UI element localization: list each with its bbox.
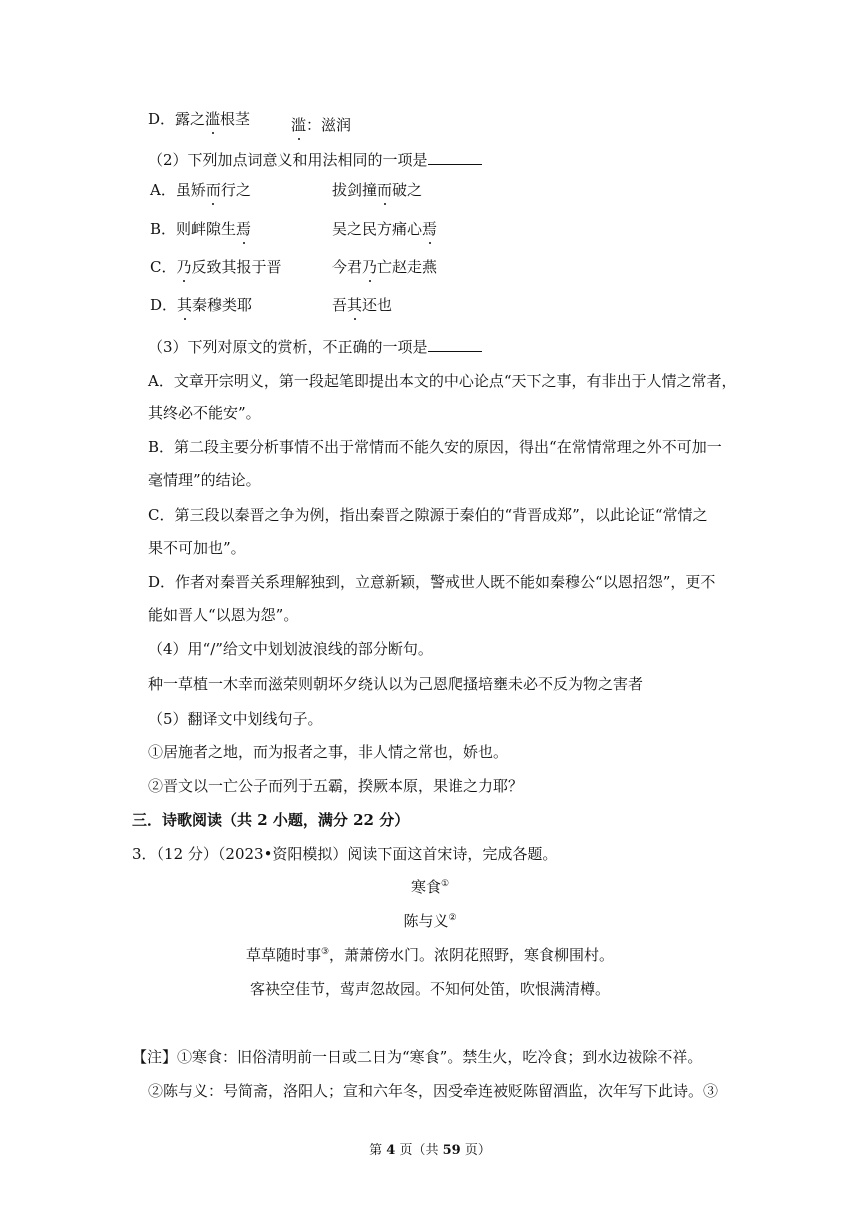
poem-author: 陈与义② bbox=[403, 912, 457, 930]
dotted-char: 滥 bbox=[205, 110, 221, 128]
answer-blank bbox=[428, 150, 482, 165]
footnote-mark: ① bbox=[440, 879, 450, 889]
q1-option-d bbox=[148, 109, 250, 129]
section-heading: 三．诗歌阅读（共 2 小题，满分 22 分） bbox=[132, 811, 410, 829]
page-number: 4 bbox=[386, 1143, 396, 1158]
question-3-stem: 3．（12 分）（2023•资阳模拟）阅读下面这首宋诗，完成各题。 bbox=[132, 845, 558, 863]
q5-stem: （5）翻译文中划线句子。 bbox=[148, 710, 323, 728]
note-2: ②陈与义：号简斋，洛阳人；宣和六年冬，因受牵连被贬陈留酒监，次年写下此诗。③ bbox=[148, 1082, 719, 1100]
q3-line: C．第三段以秦晋之争为例，指出秦晋之隙源于秦伯的“背晋成郑”，以此论证“常情之 bbox=[148, 506, 708, 524]
dotted-char: 乃 bbox=[362, 258, 378, 276]
q4-stem: （4）用“/”给文中划划波浪线的部分断句。 bbox=[148, 640, 433, 658]
q5-sentence-2: ②晋文以一亡公子而列于五霸，揆厥本原，果谁之力耶？ bbox=[148, 777, 524, 795]
q1-option-d-gloss bbox=[291, 115, 351, 135]
option-text: 根茎 bbox=[220, 110, 251, 128]
q3-line: D．作者对秦晋关系理解独到，立意新颖，警戒世人既不能如秦穆公“以恩招怨”，更不 bbox=[148, 573, 716, 591]
dotted-char: 而 bbox=[205, 181, 221, 199]
q3-line: B．第二段主要分析事情不出于常情而不能久安的原因，得出“在常情常理之外不可加一 bbox=[148, 438, 722, 456]
poem-title: 寒食① bbox=[410, 878, 450, 896]
poem-line-1: 草草随时事③，萧萧傍水门。浓阴花照野，寒食柳围村。 bbox=[245, 946, 615, 964]
q3-line: A．文章开宗明义，第一段起笔即提出本文的中心论点“天下之事，有非出于人情之常者， bbox=[148, 372, 737, 390]
answer-blank bbox=[428, 337, 482, 352]
gloss-text: ：滋润 bbox=[306, 116, 352, 134]
dotted-char: 其 bbox=[347, 296, 363, 314]
dotted-char: 焉 bbox=[236, 220, 252, 238]
footnote-mark: ③ bbox=[320, 947, 330, 957]
dotted-char: 其 bbox=[177, 296, 193, 314]
footnote-mark: ② bbox=[448, 913, 457, 923]
option-text: D．露之 bbox=[148, 110, 206, 128]
q4-text: 种一草植一木幸而滋荣则朝坏夕绕认以为己恩爬搔培壅未必不反为物之害者 bbox=[148, 675, 644, 693]
poem-line-2: 客袂空佳节，莺声忽故园。不知何处笛，吹恨满清樽。 bbox=[249, 980, 610, 998]
page-footer: 第 4 页（共 59 页） bbox=[369, 1143, 491, 1158]
q5-sentence-1: ①居施者之地，而为报者之事，非人情之常也，娇也。 bbox=[148, 743, 509, 761]
dotted-char: 焉 bbox=[422, 220, 438, 238]
q3-line: 果不可加也”。 bbox=[148, 539, 246, 557]
q3-line: 毫情理”的结论。 bbox=[148, 471, 261, 489]
q3-line: 能如晋人“以恩为怨”。 bbox=[148, 606, 299, 624]
dotted-char: 乃 bbox=[176, 258, 192, 276]
q2-stem: （2）下列加点词意义和用法相同的一项是 bbox=[148, 150, 482, 170]
dotted-char: 滥 bbox=[291, 116, 307, 134]
q3-stem: （3）下列对原文的赏析，不正确的一项是 bbox=[148, 337, 482, 357]
note-1: 【注】①寒食：旧俗清明前一日或二日为“寒食”。禁生火，吃冷食；到水边祓除不祥。 bbox=[132, 1048, 703, 1066]
page-total: 59 bbox=[442, 1143, 461, 1158]
q3-line: 其终必不能安”。 bbox=[148, 404, 261, 422]
dotted-char: 而 bbox=[377, 181, 393, 199]
